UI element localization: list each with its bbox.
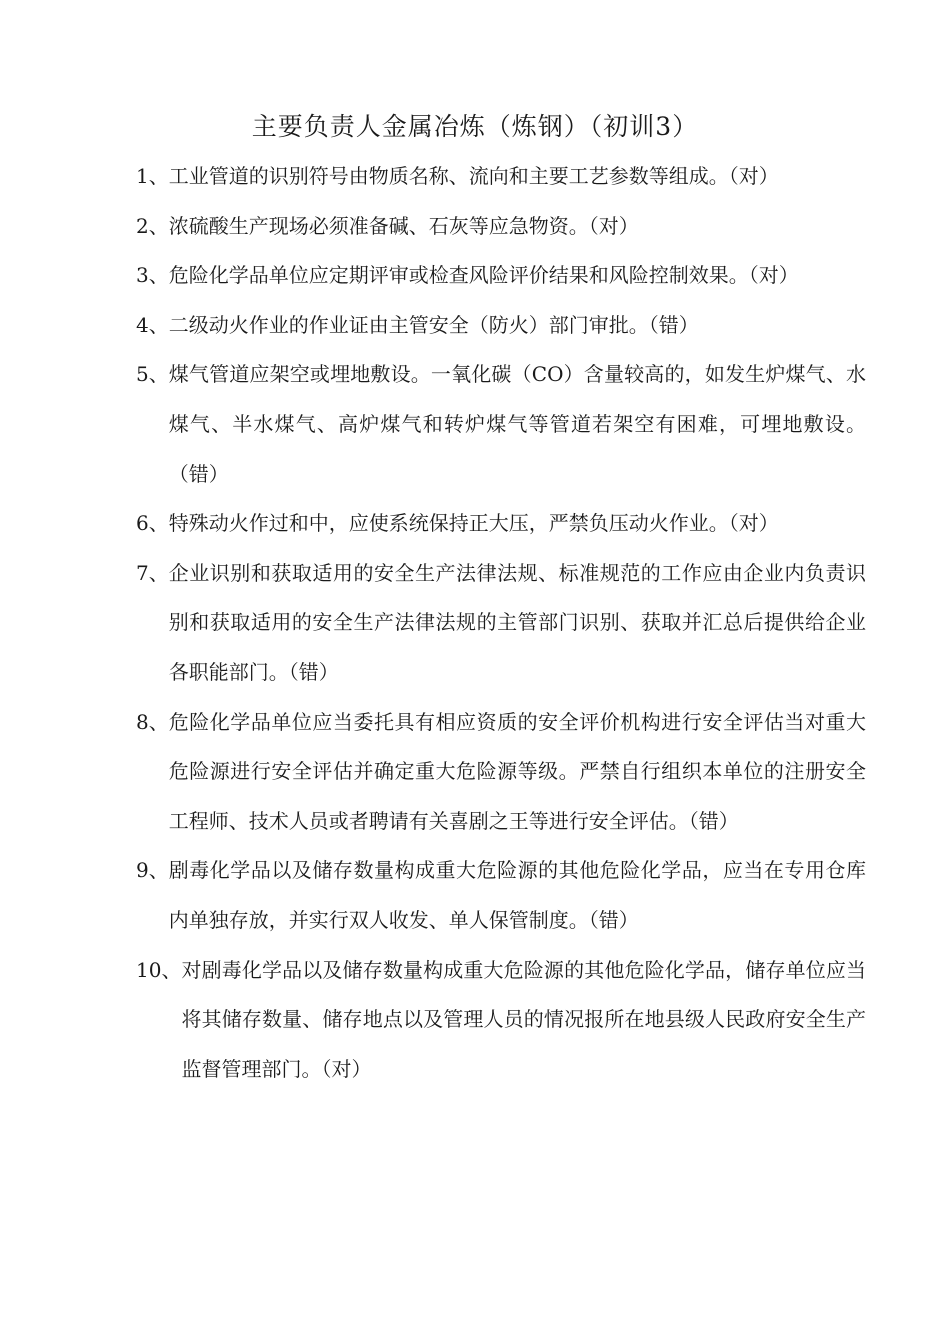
question-number: 1、 xyxy=(136,164,169,188)
question-number: 2、 xyxy=(136,213,169,238)
question-item xyxy=(136,251,866,301)
question-item xyxy=(136,499,866,549)
question-text: 特殊动火作过和中，应使系统保持正大压，严禁负压动火作业。（对） xyxy=(168,511,779,536)
question-text: 企业识别和获取适用的安全生产法律法规、标准规范的工作应由企业内负责识别和获取适用的安全生产法律法规的主管部门识别、获取并汇总后提供给企业各职能部门。（错） xyxy=(168,560,866,684)
document-title: 主要负责人金属冶炼（炼钢）（初训3） xyxy=(251,112,699,141)
question-text: 对剧毒化学品以及储存数量构成重大危险源的其他危险化学品，储存单位应当将其储存数量、储存地点以及管理人员的情况报所在地县级人民政府安全生产监督管理部门。（对） xyxy=(181,957,866,1081)
question-item xyxy=(136,698,866,847)
question-text: 危险化学品单位应当委托具有相应资质的安全评价机构进行安全评估当对重大危险源进行安全评估并确定重大危险源等级。严禁自行组织本单位的注册安全工程师、技术人员或者聘请有关喜剧之王等进行安全评估。（错） xyxy=(168,709,866,833)
question-number: 7、 xyxy=(136,560,169,585)
question-number: 3、 xyxy=(136,263,169,288)
question-number: 5、 xyxy=(136,362,169,387)
question-text: 煤气管道应架空或埋地敷设。一氧化碳（CO）含量较高的，如发生炉煤气、水煤气、半水煤气、高炉煤气和转炉煤气等管道若架空有困难，可埋地敷设。（错） xyxy=(168,362,866,486)
question-text: 二级动火作业的作业证由主管安全（防火）部门审批。（错） xyxy=(168,312,699,337)
question-text: 浓硫酸生产现场必须准备碱、石灰等应急物资。（对） xyxy=(168,213,639,238)
question-text: 工业管道的识别符号由物质名称、流向和主要工艺参数等组成。（对） xyxy=(168,164,779,188)
question-number: 10、 xyxy=(136,957,182,982)
question-item xyxy=(136,846,866,945)
question-number: 8、 xyxy=(136,709,169,734)
question-item xyxy=(136,946,866,1095)
question-list xyxy=(136,152,866,1094)
question-item xyxy=(136,202,866,252)
question-item xyxy=(136,152,866,202)
question-item xyxy=(136,301,866,351)
question-text: 剧毒化学品以及储存数量构成重大危险源的其他危险化学品，应当在专用仓库内单独存放，并实行双人收发、单人保管制度。（错） xyxy=(168,858,866,932)
question-number: 6、 xyxy=(136,511,169,536)
question-number: 9、 xyxy=(136,858,169,883)
question-item xyxy=(136,549,866,698)
question-item xyxy=(136,350,866,499)
question-text: 危险化学品单位应定期评审或检查风险评价结果和风险控制效果。（对） xyxy=(168,263,799,288)
question-number: 4、 xyxy=(136,312,169,337)
